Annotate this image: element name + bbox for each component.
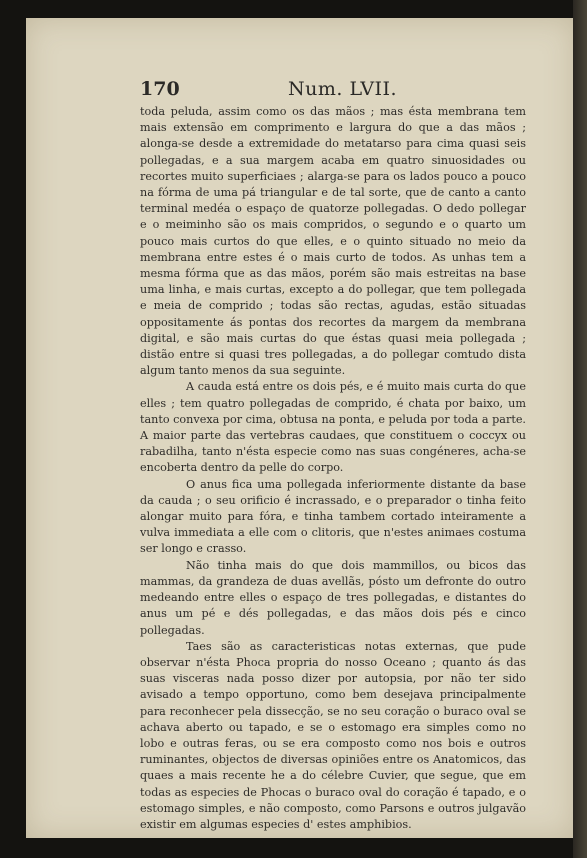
body-text — [140, 104, 526, 833]
paragraph-anus: O anus fica uma pollegada inferiormente distante da base da cauda ; o seu orificio é incrassado, e o preparador o tinha feito alongar muito para fóra, e tinha tambem cortado inteiramente a vulva immediata a elle com o clitoris, que n'estes animaes costuma ser longo e crasso. — [140, 477, 526, 556]
page-number: 170 — [140, 78, 180, 100]
paragraph-cauda: A cauda está entre os dois pés, e é muito mais curta do que elles ; tem quatro pollegadas de comprido, é chata por baixo, um tanto convexa por cima, obtusa na ponta, e peluda por toda a parte. A maior parte das vertebras caudaes, que constituem o coccyx ou rabadilha, tanto n'ésta especie como nas suas congéneres, acha-se encoberta dentro da pelle do corpo. — [140, 380, 526, 475]
paragraph-mammillos: Não tinha mais do que dois mammillos, ou bicos das mammas, da grandeza de duas avellãs, pósto um defronte do outro medeando entre elles o espaço de tres pollegadas, e distantes do anus um pé e dés pollegadas, e das mãos dois pés e cinco pollegadas. — [140, 558, 526, 637]
paragraph-caracteristicas: Taes são as caracteristicas notas externas, que pude observar n'ésta Phoca propria do nosso Oceano ; quanto ás das suas visceras nada posso dizer por autopsia, por não ter sido avisado a tempo opportuno, como bem desejava principalmente para reconhecer pela dissecção, se no seu coração o buraco oval se achava aberto ou tapado, e se o estomago era simples como no lobo e outras feras, ou se era composto como nos bois e outros ruminantes, objectos de diversas opiniões entre os Anatomicos, das quaes a mais recente he a do célebre Cuvier, que segue, que em todas as especies de Phocas o buraco oval do coração é tapado, e o estomago simples, e não composto, como Parsons e outros julgavão existir em algumas especies d' estes amphibios. — [140, 639, 526, 831]
running-head: Num. LVII. — [288, 78, 398, 100]
page-edge — [573, 0, 587, 858]
page-header — [140, 78, 530, 102]
paragraph-continued: toda peluda, assim como os das mãos ; mas ésta membrana tem mais extensão em comprimento e largura do que a das mãos ; alonga-se desde a extremidade do metatarso para cima quasi seis pollegadas, e a sua margem acaba em quatro sinuosidades ou recortes muito superficiaes ; alarga-se para os lados pouco a pouco na fórma de uma pá triangular e de tal sorte, que de canto a canto terminal medéa o espaço de quatorze pollegadas. O dedo pollegar e o meiminho são os mais compridos, o segundo e o quarto um pouco mais curtos do que elles, e o quinto situado no meio da membrana entre estes é o mais curto de todos. As unhas tem a mesma fórma que as das mãos, porém são mais estreitas na base uma linha, e mais curtas, excepto a do pollegar, que tem pollegada e meia de comprido ; todas são rectas, agudas, estão situadas oppositamente ás pontas dos recortes da margem da membrana digital, e são mais curtas do que éstas quasi meia pollegada ; distão entre si quasi tres pollegadas, a do pollegar comtudo dista algum tanto menos da sua seguinte. — [140, 105, 526, 378]
